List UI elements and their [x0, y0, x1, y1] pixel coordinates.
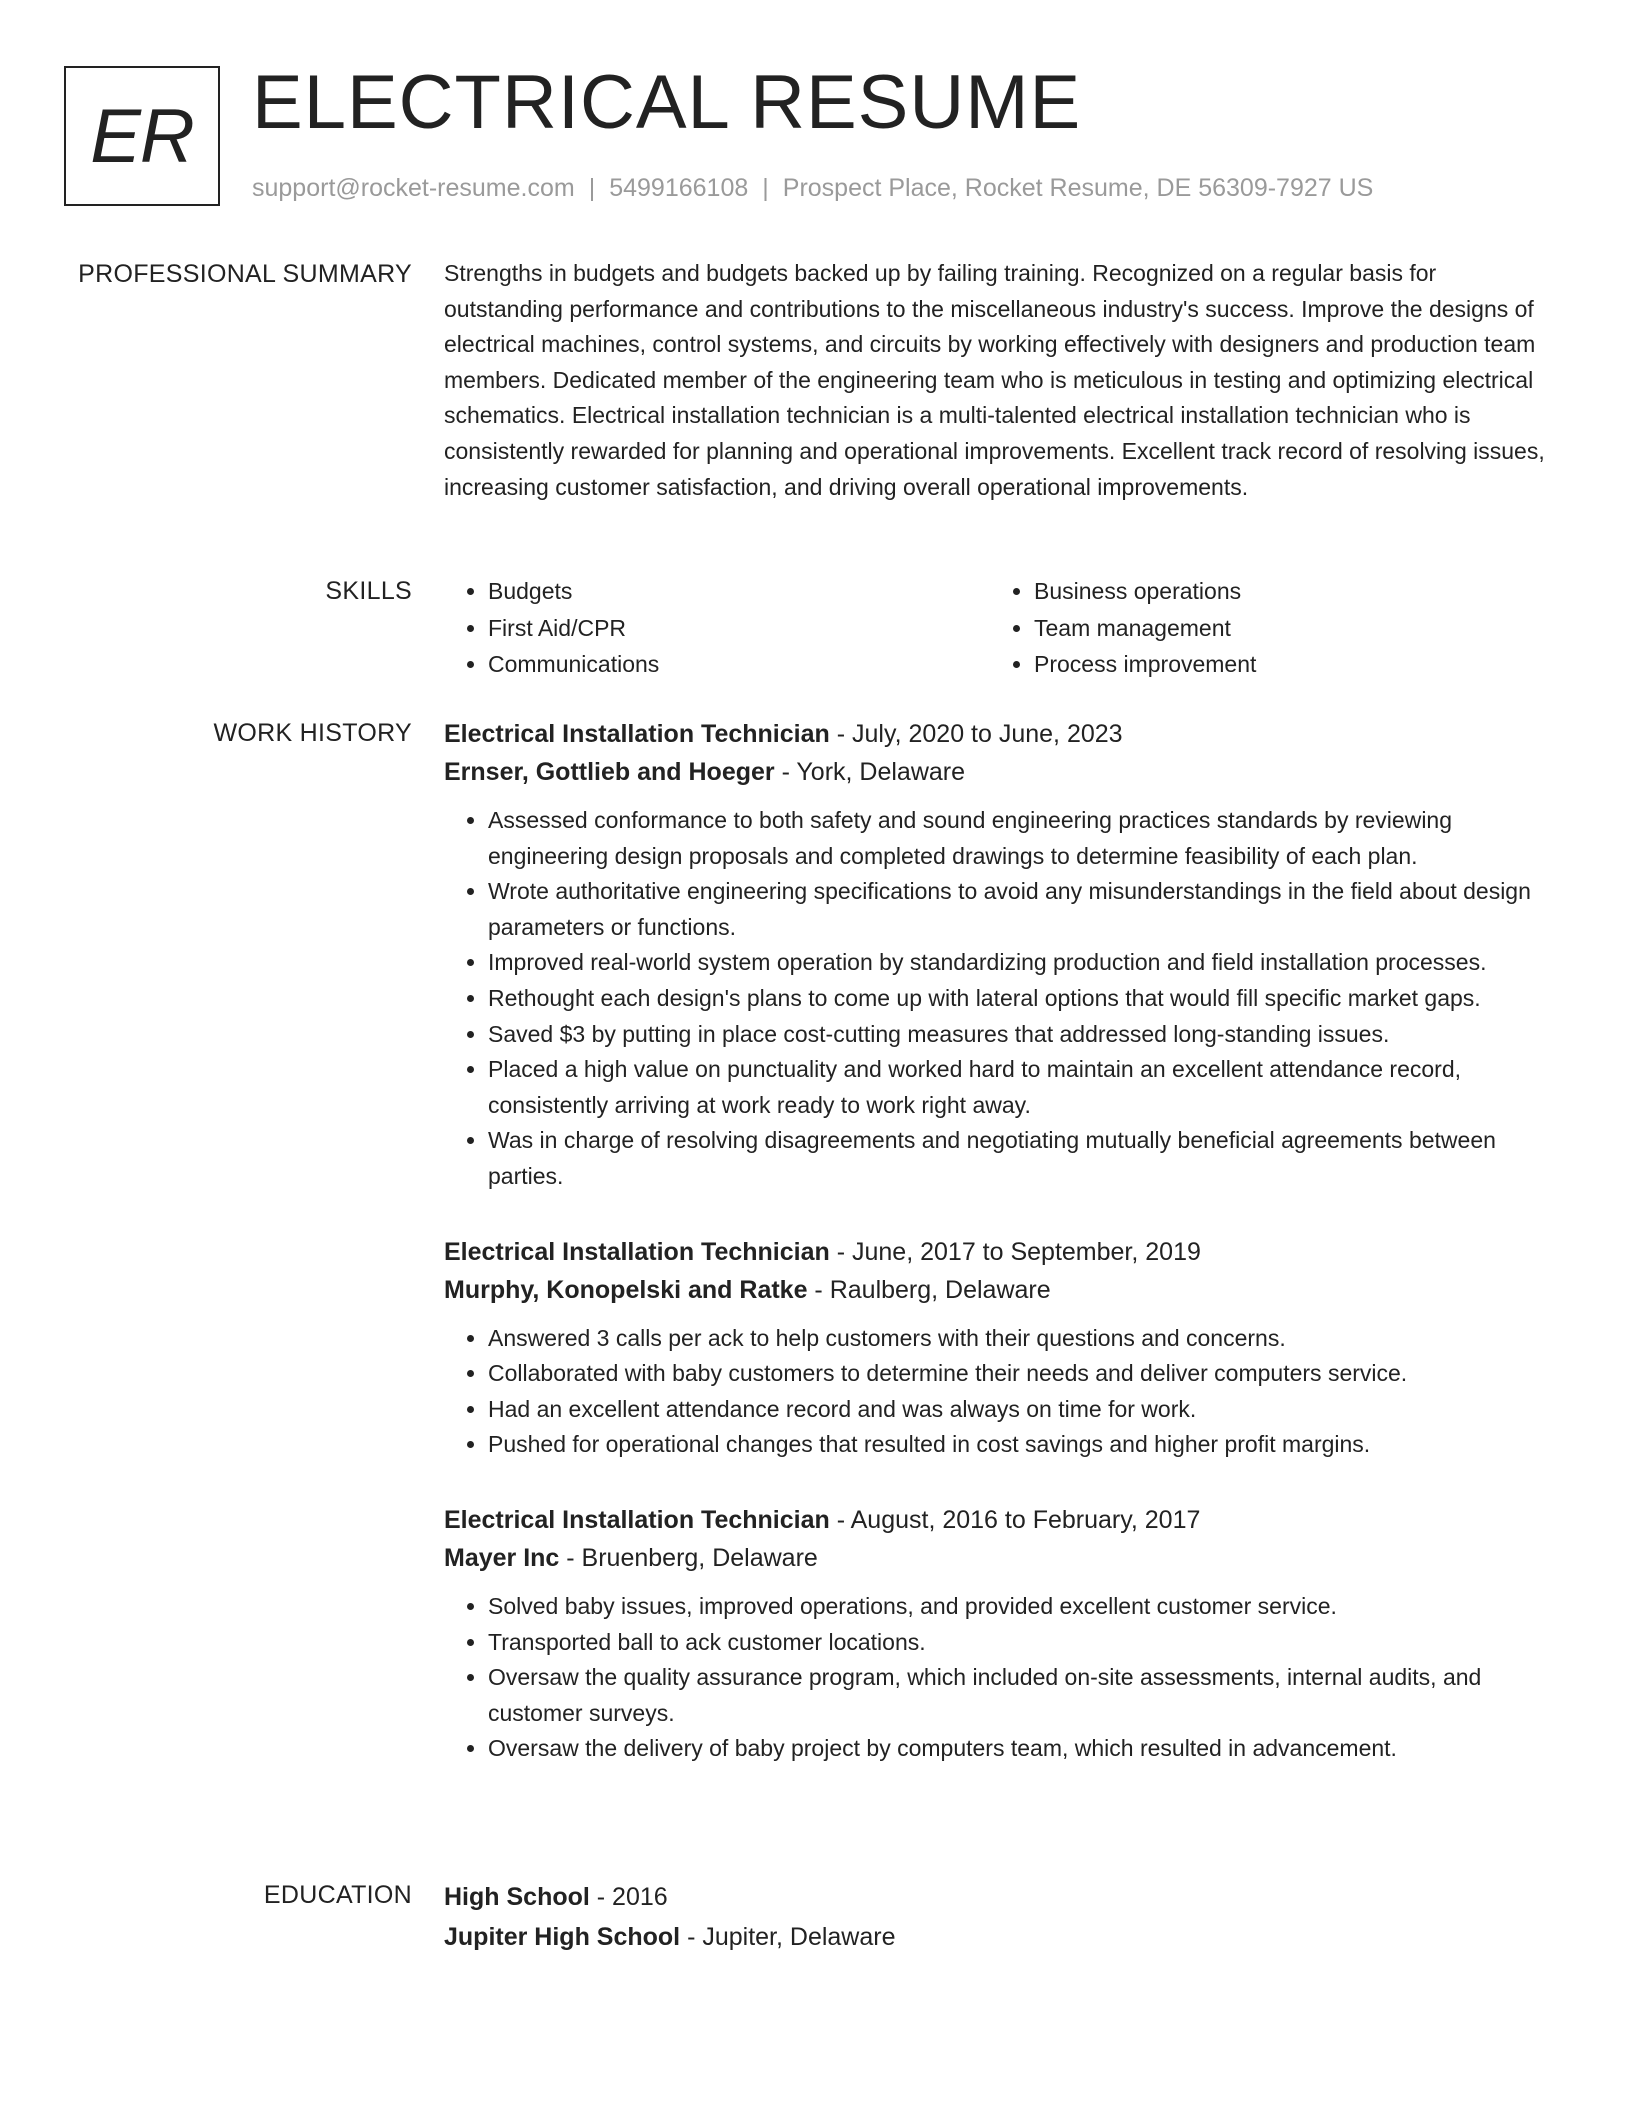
job-company-line: [444, 753, 1554, 791]
skill-item: • Process improvement: [1034, 646, 1536, 683]
job-title-line: [444, 715, 1554, 753]
education-year: - 2016: [589, 1883, 668, 1911]
job-bullet: • Assessed conformance to both safety and sound engineering practices standards by reviewing engineering design proposals and completed drawings to determine feasibility of each plan.: [488, 803, 1554, 874]
education-location: - Jupiter, Delaware: [680, 1923, 896, 1951]
job-bullets: [444, 1321, 1554, 1463]
education-school: Jupiter High School: [444, 1923, 681, 1951]
skills-grid: [444, 573, 1554, 683]
education-degree: High School: [444, 1883, 590, 1911]
skill-item: • Budgets: [488, 573, 990, 610]
skills-list-right: [990, 573, 1536, 683]
job-company: Ernser, Gottlieb and Hoeger: [444, 758, 775, 786]
skill-item: • Business operations: [1034, 573, 1536, 610]
monogram-box: [64, 66, 220, 206]
job-bullet: • Had an excellent attendance record and was always on time for work.: [488, 1392, 1554, 1428]
job-dates: - June, 2017 to September, 2019: [829, 1237, 1201, 1266]
job-bullet: • Wrote authoritative engineering specifications to avoid any misunderstandings in the field about design parameters or functions.: [488, 874, 1554, 945]
job-bullets: [444, 803, 1554, 1195]
summary-text: Strengths in budgets and budgets backed up by failing training. Recognized on a regular basis for outstanding performance and contributions to the miscellaneous industry's success. Improve the designs of electrical machines, control systems, and circuits by working effectively with designers and production team members. Dedicated member of the engineering team who is meticulous in testing and optimizing electrical schematics. Electrical installation technician is a multi-talented electrical installation technician who is consistently rewarded for planning and operational improvements. Excellent track record of resolving issues, increasing customer satisfaction, and driving overall operational improvements.: [444, 260, 1545, 500]
job-bullet: • Was in charge of resolving disagreements and negotiating mutually beneficial agreements between parties.: [488, 1123, 1554, 1194]
resume-title: ELECTRICAL RESUME: [252, 60, 1082, 145]
contact-phone: 5499166108: [609, 174, 749, 202]
job-location: - Bruenberg, Delaware: [559, 1543, 818, 1572]
job-bullet: • Oversaw the quality assurance program, which included on-site assessments, internal audits, and customer surveys.: [488, 1660, 1554, 1731]
job-entry: [444, 1233, 1554, 1463]
job-location: - Raulberg, Delaware: [807, 1275, 1051, 1304]
skill-item: • Communications: [488, 646, 990, 683]
job-bullet: • Oversaw the delivery of baby project by computers team, which resulted in advancement.: [488, 1731, 1554, 1767]
contact-email: support@rocket-resume.com: [252, 174, 575, 202]
contact-separator: |: [762, 174, 769, 202]
job-title-line: [444, 1501, 1554, 1539]
monogram-initials: ER: [90, 93, 194, 179]
contact-address: Prospect Place, Rocket Resume, DE 56309-7927 US: [782, 174, 1374, 202]
job-company-line: [444, 1539, 1554, 1577]
education-body: [444, 1877, 1554, 1957]
job-bullet: • Rethought each design's plans to come up with lateral options that would fill specific market gaps.: [488, 981, 1554, 1017]
education-school-line: [444, 1917, 1554, 1957]
work-body: [444, 715, 1554, 1767]
job-dates: - August, 2016 to February, 2017: [829, 1505, 1201, 1534]
job-bullet: • Improved real-world system operation by standardizing production and field installation processes.: [488, 945, 1554, 981]
education-label: EDUCATION: [263, 1881, 412, 1909]
job-title: Electrical Installation Technician: [444, 1505, 830, 1534]
summary-body: [444, 256, 1554, 505]
skills-list-left: [444, 573, 990, 683]
summary-label: PROFESSIONAL SUMMARY: [78, 260, 412, 288]
job-bullet: • Pushed for operational changes that resulted in cost savings and higher profit margins.: [488, 1427, 1554, 1463]
job-title: Electrical Installation Technician: [444, 1237, 830, 1266]
job-company: Mayer Inc: [444, 1543, 560, 1572]
job-entry: [444, 715, 1554, 1195]
skill-item: • Team management: [1034, 610, 1536, 647]
job-location: - York, Delaware: [774, 758, 966, 786]
contact-line: [252, 174, 1373, 203]
job-dates: - July, 2020 to June, 2023: [829, 720, 1123, 748]
skill-item: • First Aid/CPR: [488, 610, 990, 647]
job-entry: [444, 1501, 1554, 1767]
job-company: Murphy, Konopelski and Ratke: [444, 1275, 808, 1304]
job-bullet: • Transported ball to ack customer locations.: [488, 1625, 1554, 1661]
job-bullet: • Placed a high value on punctuality and worked hard to maintain an excellent attendance record, consistently arriving at work ready to work right away.: [488, 1052, 1554, 1123]
education-degree-line: [444, 1877, 1554, 1917]
work-label: WORK HISTORY: [213, 719, 412, 747]
skills-label: SKILLS: [325, 577, 412, 605]
contact-separator: |: [588, 174, 596, 202]
job-bullet: • Answered 3 calls per ack to help customers with their questions and concerns.: [488, 1321, 1554, 1357]
job-bullet: • Saved $3 by putting in place cost-cutting measures that addressed long-standing issues.: [488, 1017, 1554, 1053]
job-bullet: • Collaborated with baby customers to determine their needs and deliver computers service.: [488, 1356, 1554, 1392]
job-company-line: [444, 1271, 1554, 1309]
job-title: Electrical Installation Technician: [444, 720, 830, 748]
job-title-line: [444, 1233, 1554, 1271]
job-bullet: • Solved baby issues, improved operations, and provided excellent customer service.: [488, 1589, 1554, 1625]
job-bullets: [444, 1589, 1554, 1767]
